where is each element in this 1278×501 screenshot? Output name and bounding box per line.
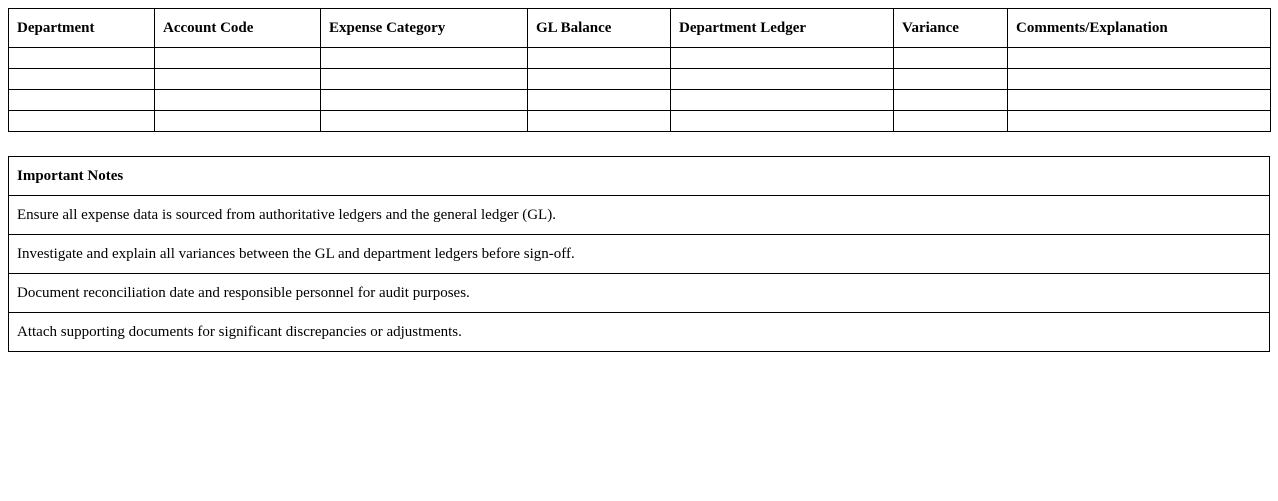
table-row (9, 111, 1271, 132)
note-item: Ensure all expense data is sourced from authoritative ledgers and the general ledger (GL). (9, 196, 1270, 235)
note-item: Document reconciliation date and responsible personnel for audit purposes. (9, 274, 1270, 313)
table-cell (9, 111, 155, 132)
reconciliation-table (8, 8, 1271, 132)
note-row (9, 313, 1270, 352)
table-cell (528, 111, 671, 132)
table-cell (155, 111, 321, 132)
table-cell (894, 48, 1008, 69)
column-header-account-code: Account Code (155, 9, 321, 48)
important-notes-table (8, 156, 1270, 352)
table-cell (671, 48, 894, 69)
table-cell (321, 90, 528, 111)
note-row (9, 196, 1270, 235)
table-cell (321, 69, 528, 90)
table-cell (155, 69, 321, 90)
table-cell (9, 48, 155, 69)
table-row (9, 48, 1271, 69)
table-cell (671, 69, 894, 90)
table-cell (9, 69, 155, 90)
table-cell (894, 90, 1008, 111)
table-cell (528, 48, 671, 69)
notes-header-row (9, 157, 1270, 196)
table-cell (321, 48, 528, 69)
table-cell (155, 90, 321, 111)
notes-title: Important Notes (9, 157, 1270, 196)
table-cell (528, 90, 671, 111)
table-cell (1008, 90, 1271, 111)
column-header-department: Department (9, 9, 155, 48)
column-header-comments: Comments/Explanation (1008, 9, 1271, 48)
table-cell (894, 69, 1008, 90)
column-header-expense-category: Expense Category (321, 9, 528, 48)
table-cell (528, 69, 671, 90)
table-cell (9, 90, 155, 111)
table-cell (894, 111, 1008, 132)
table-cell (321, 111, 528, 132)
column-header-variance: Variance (894, 9, 1008, 48)
note-item: Investigate and explain all variances between the GL and department ledgers before sign-off. (9, 235, 1270, 274)
note-item: Attach supporting documents for significant discrepancies or adjustments. (9, 313, 1270, 352)
table-cell (1008, 48, 1271, 69)
table-cell (671, 111, 894, 132)
note-row (9, 235, 1270, 274)
table-row (9, 69, 1271, 90)
column-header-department-ledger: Department Ledger (671, 9, 894, 48)
column-header-gl-balance: GL Balance (528, 9, 671, 48)
table-header-row (9, 9, 1271, 48)
table-cell (1008, 111, 1271, 132)
note-row (9, 274, 1270, 313)
table-cell (155, 48, 321, 69)
table-cell (671, 90, 894, 111)
table-row (9, 90, 1271, 111)
table-cell (1008, 69, 1271, 90)
